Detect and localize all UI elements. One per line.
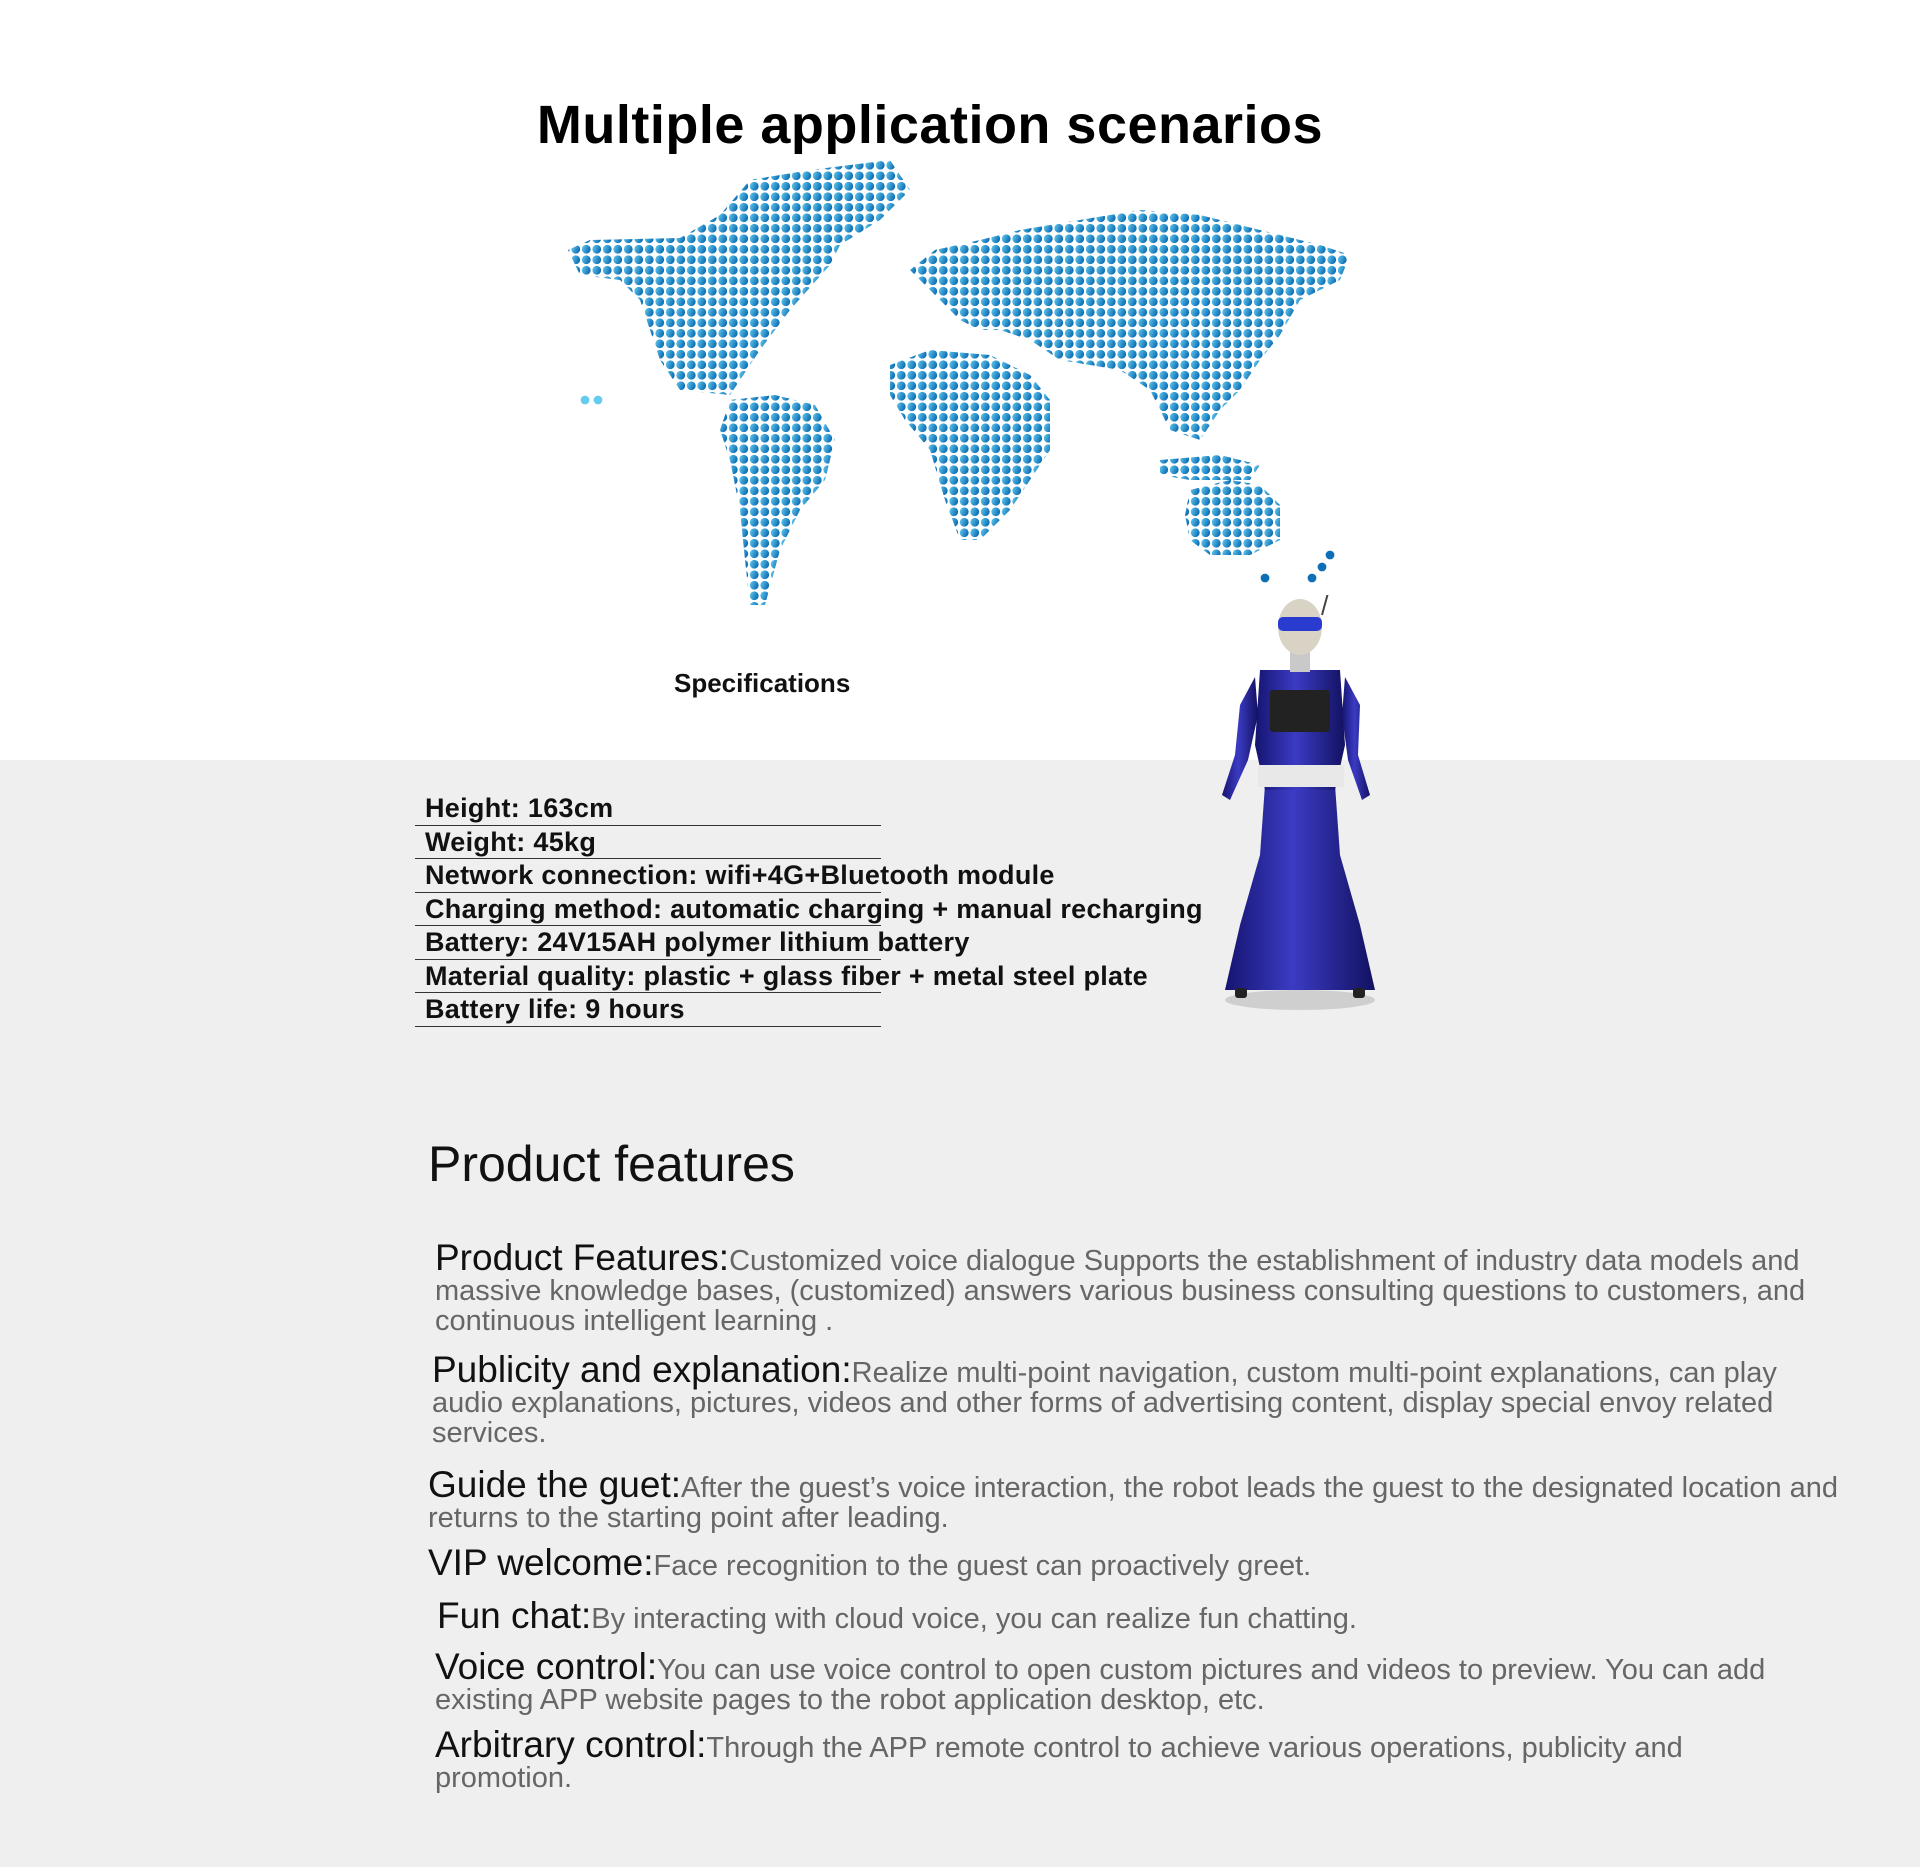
feature-item [437,1595,1897,1636]
feature-title: Guide the guet: [428,1464,682,1505]
robot-chest-screen [1270,690,1330,732]
island-dot [1326,551,1335,560]
page-title: Multiple application scenarios [536,95,1324,156]
feature-text: Face recognition to the guest can proactively greet. [653,1550,1312,1582]
feature-item [435,1646,1815,1716]
island-dot [581,396,590,405]
world-map-image [560,160,1360,620]
feature-text: After the guest’s voice interaction, the robot leads the guest to the designated location and returns to the starting point after leading. [428,1472,1839,1534]
spec-item: Height: 163cm [415,793,1315,827]
feature-item [432,1349,1832,1449]
feature-title: Publicity and explanation: [432,1349,852,1390]
feature-text: Realize multi-point navigation, custom multi-point explanations, can play audio explanations, pictures, videos and other forms of advertising content, display special envoy related services. [432,1357,1777,1449]
feature-item [435,1724,1695,1794]
feature-title: VIP welcome: [428,1542,654,1583]
robot-antenna [1322,595,1328,615]
features-title: Product features [428,1136,795,1192]
continent-indonesia [1160,455,1260,480]
continent-north-america [568,160,910,395]
island-dot [1308,574,1317,583]
feature-title: Fun chat: [437,1595,592,1636]
feature-title: Voice control: [435,1646,658,1687]
continent-australia [1185,480,1280,555]
spec-item: Material quality: plastic + glass fiber + metal steel plate [415,961,1315,995]
island-dot [1261,574,1270,583]
specifications-list [415,793,1315,1028]
feature-text: Customized voice dialogue Supports the establishment of industry data models and massive knowledge bases, (customized) answers various business consulting questions to customers, and continuous intelligent learning . [435,1245,1806,1337]
feature-text: By interacting with cloud voice, you can realize fun chatting. [591,1603,1357,1635]
spec-item: Battery life: 9 hours [415,994,1315,1028]
feature-text: Through the APP remote control to achieve various operations, publicity and promotion. [435,1732,1683,1794]
feature-item [428,1542,1888,1583]
feature-title: Arbitrary control: [435,1724,707,1765]
feature-text: You can use voice control to open custom pictures and videos to preview. You can add existing APP website pages to the robot application desktop, etc. [435,1654,1766,1716]
robot-right-arm [1342,677,1370,800]
specifications-label: Specifications [674,668,851,698]
continent-africa [890,350,1050,540]
robot-wheel [1353,988,1365,998]
spec-item: Battery: 24V15AH polymer lithium battery [415,927,1315,961]
island-dot [594,396,603,405]
spec-item: Weight: 45kg [415,827,1315,861]
robot-belt [1258,765,1344,787]
continent-south-america [720,395,835,605]
spec-item: Charging method: automatic charging + manual recharging [415,894,1315,928]
island-dot [1318,563,1327,572]
spec-item: Network connection: wifi+4G+Bluetooth module [415,860,1315,894]
feature-title: Product Features: [435,1237,730,1278]
feature-item [428,1464,1848,1534]
feature-item [435,1237,1835,1337]
robot-left-arm [1222,677,1258,800]
robot-visor [1278,617,1322,631]
